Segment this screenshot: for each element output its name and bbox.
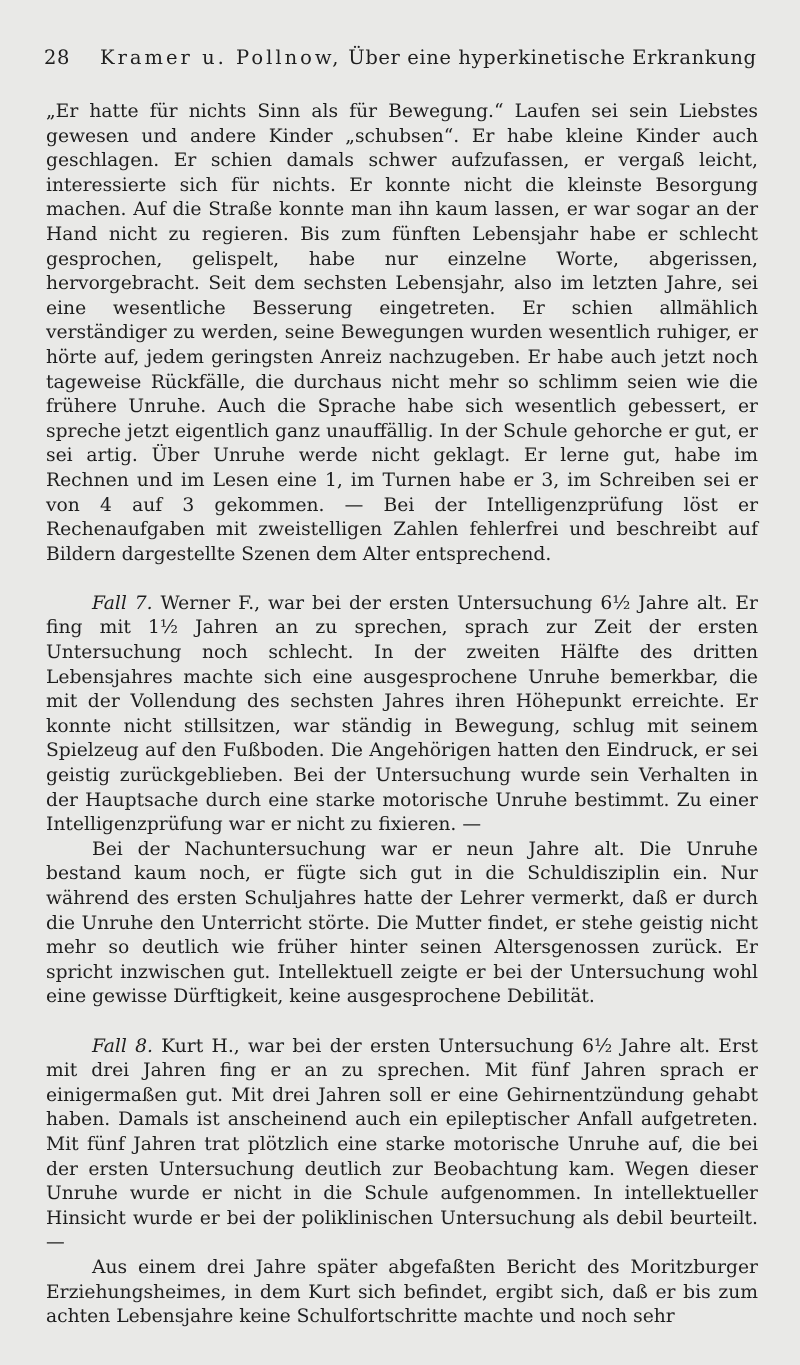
running-header: [44, 46, 757, 69]
paragraph-1-text: „Er hatte für nichts Sinn als für Bewegung.“ Laufen sei sein Liebstes gewesen und andere Kinder „schubsen“. Er habe kleine Kinder auch geschlagen. Er schien damals schwer aufzufassen, er vergaß leicht, interessierte sich für nichts. Er konnte nicht die kleinste Besorgung machen. Auf die Straße konnte man ihn kaum lassen, er war sogar an der Hand nicht zu regieren. Bis zum fünften Lebensjahr habe er schlecht gesprochen, gelispelt, habe nur einzelne Worte, abgerissen, hervorgebracht. Seit dem sechsten Lebensjahr, also im letzten Jahre, sei eine wesentliche Besserung eingetreten. Er schien allmählich verständiger zu werden, seine Bewegungen wurden wesentlich ruhiger, er hörte auf, jedem geringsten Anreiz nachzugeben. Er habe auch jetzt noch tageweise Rückfälle, die durchaus nicht mehr so schlimm seien wie die frühere Unruhe. Auch die Sprache habe sich wesentlich gebessert, er spreche jetzt eigentlich ganz unauffällig. In der Schule gehorche er gut, er sei artig. Über Unruhe werde nicht geklagt. Er lerne gut, habe im Rechnen und im Lesen eine 1, im Turnen habe er 3, im Schreiben sei er von 4 auf 3 gekommen. — Bei der Intelligenzprüfung löst er Rechenaufgaben mit zweistelligen Zahlen fehlerfrei und beschreibt auf Bildern dargestellte Szenen dem Alter entsprechend.: [46, 101, 758, 565]
paragraph-3: [46, 838, 758, 1010]
header-title: Über eine hyperkinetische Erkrankung: [348, 46, 757, 69]
header-authors: Kramer u. Pollnow,: [100, 46, 342, 69]
paragraph-fall-8: [46, 1035, 758, 1256]
case-label-fall-7: Fall 7.: [92, 592, 153, 614]
paragraph-fall-8-text: Kurt H., war bei der ersten Untersuchung 6½ Jahre alt. Erst mit drei Jahren fing er an zu sprechen. Mit fünf Jahren sprach er einigermaßen gut. Mit drei Jahren soll er eine Gehirnentzündung gehabt haben. Damals ist anscheinend auch ein epileptischer Anfall aufgetreten. Mit fünf Jahren trat plötzlich eine starke motorische Unruhe auf, die bei der ersten Untersuchung deutlich zur Beobachtung kam. Wegen dieser Unruhe wurde er nicht in die Schule aufgenommen. In intellektueller Hinsicht wurde er bei der poliklinischen Untersuchung als debil beurteilt. —: [46, 1035, 758, 1254]
paragraph-1: [46, 100, 758, 567]
case-label-fall-8: Fall 8.: [92, 1035, 153, 1057]
paragraph-fall-7: [46, 592, 758, 838]
paragraph-3-text: Bei der Nachuntersuchung war er neun Jahre alt. Die Unruhe bestand kaum noch, er fügte sich gut in die Schuldisziplin ein. Nur während des ersten Schuljahres hatte der Lehrer vermerkt, daß er durch die Unruhe den Unterricht störte. Die Mutter findet, er stehe geistig nicht mehr so deutlich wie früher hinter seinen Altersgenossen zurück. Er spricht inzwischen gut. Intellektuell zeigte er bei der Untersuchung wohl eine gewisse Dürftigkeit, keine ausgesprochene Debilität.: [46, 838, 758, 1008]
paragraph-5: [46, 1256, 758, 1330]
page-body: [46, 100, 758, 1330]
page-number: 28: [44, 46, 71, 69]
paragraph-fall-7-text: Werner F., war bei der ersten Untersuchung 6½ Jahre alt. Er fing mit 1½ Jahren an zu sprechen, sprach zur Zeit der ersten Untersuchung noch schlecht. In der zweiten Hälfte des dritten Lebensjahres machte sich eine ausgesprochene Unruhe bemerkbar, die mit der Vollendung des sechsten Jahres ihren Höhepunkt erreichte. Er konnte nicht stillsitzen, war ständig in Bewegung, schlug mit seinem Spielzeug auf den Fußboden. Die Angehörigen hatten den Eindruck, er sei geistig zurückgeblieben. Bei der Untersuchung wurde sein Verhalten in der Hauptsache durch eine starke motorische Unruhe bestimmt. Zu einer Intelligenzprüfung war er nicht zu fixieren. —: [46, 592, 758, 836]
paragraph-5-text: Aus einem drei Jahre später abgefaßten Bericht des Moritzburger Erziehungsheimes, in dem Kurt sich befindet, ergibt sich, daß er bis zum achten Lebensjahre keine Schulfortschritte machte und noch sehr: [46, 1256, 758, 1328]
